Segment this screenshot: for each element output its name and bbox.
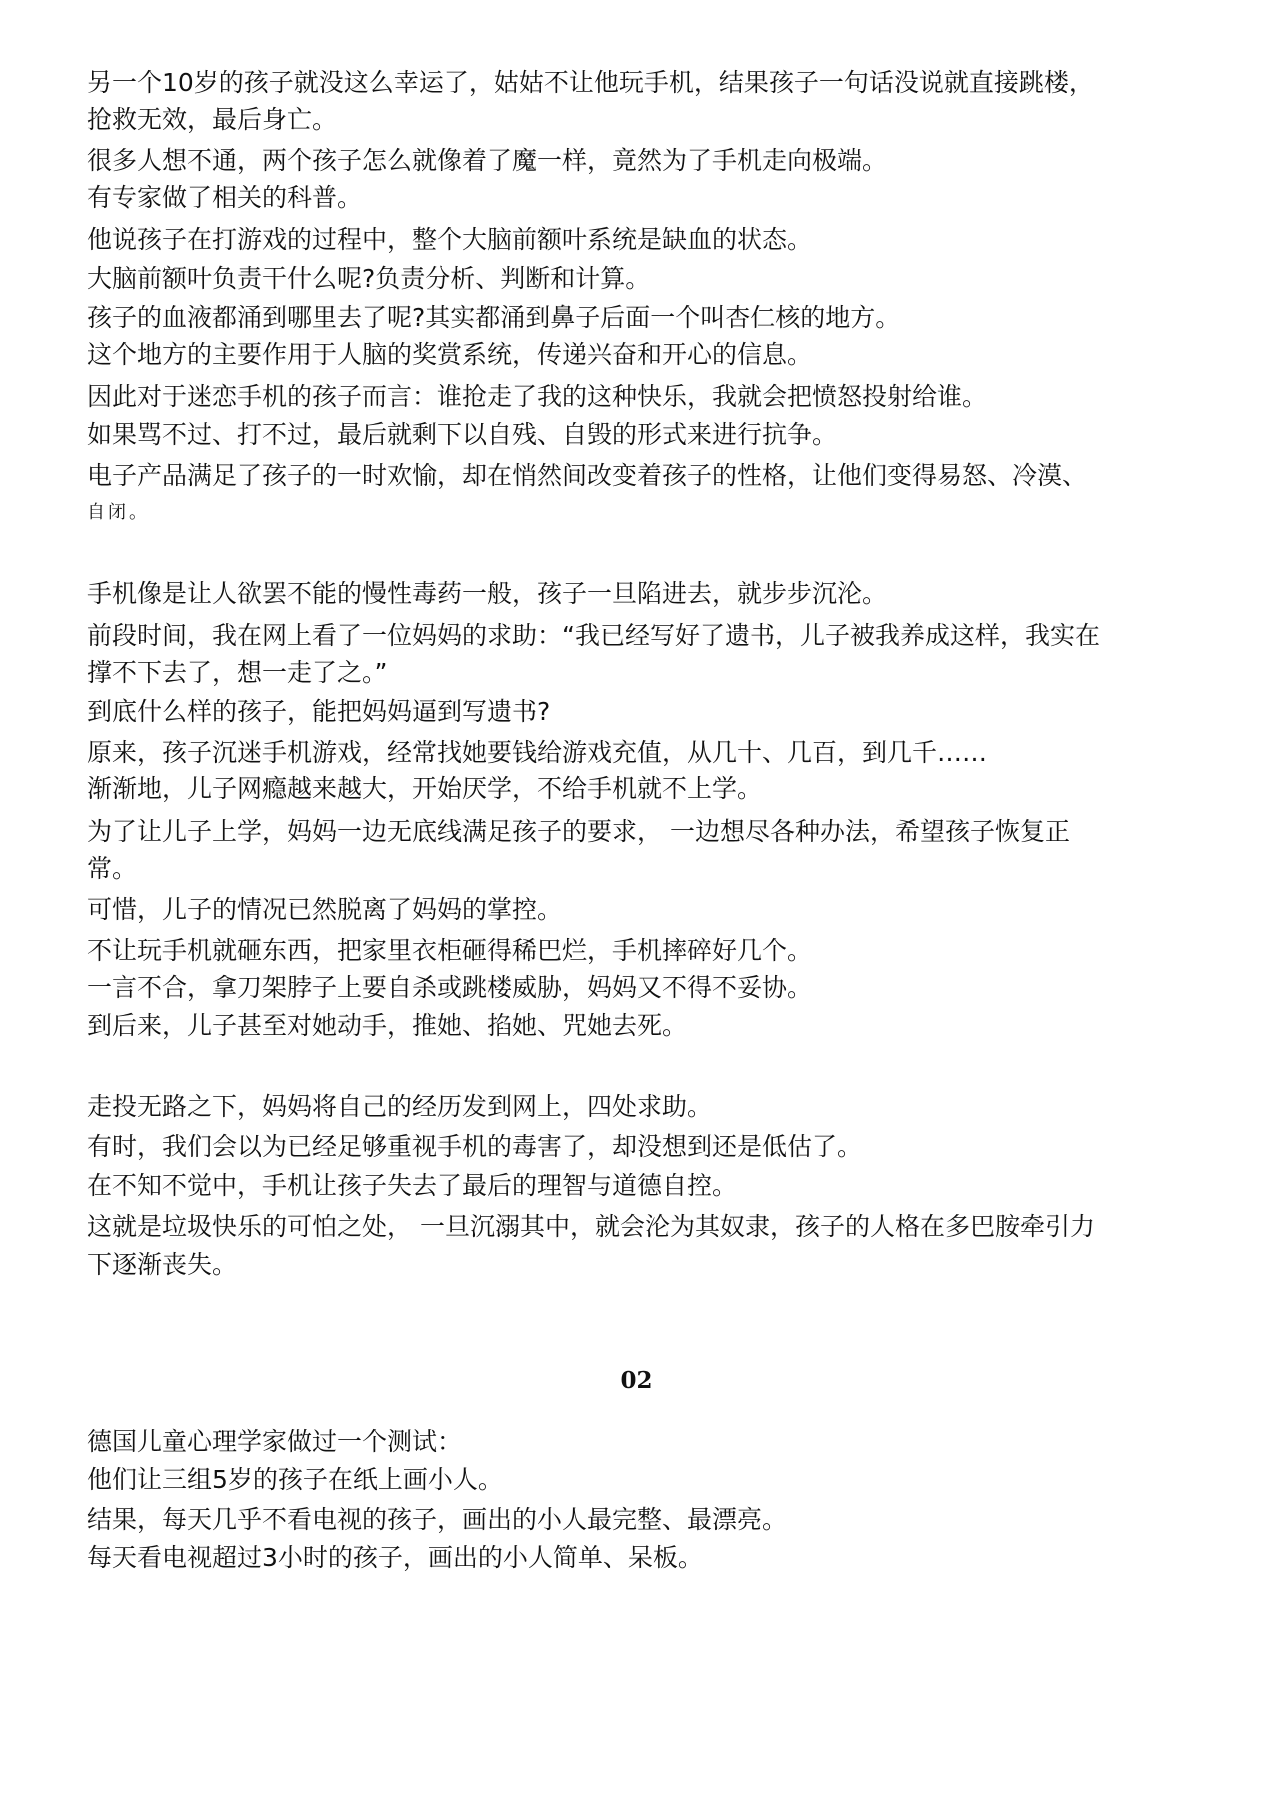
section-heading: 02 bbox=[620, 1367, 653, 1394]
paragraph-line: 大脑前额叶负责干什么呢?负责分析、判断和计算。 bbox=[87, 264, 651, 293]
paragraph-line: 这个地方的主要作用于人脑的奖赏系统，传递兴奋和开心的信息。 bbox=[87, 340, 813, 369]
paragraph-line: 如果骂不过、打不过，最后就剩下以自残、自毁的形式来进行抗争。 bbox=[87, 420, 838, 449]
paragraph-line: 孩子的血液都涌到哪里去了呢?其实都涌到鼻子后面一个叫杏仁核的地方。 bbox=[87, 303, 901, 332]
paragraph-line: 下逐渐丧失。 bbox=[87, 1250, 238, 1279]
paragraph-line: 不让玩手机就砸东西，把家里衣柜砸得稀巴烂，手机摔碎好几个。 bbox=[87, 936, 813, 965]
paragraph-line: 走投无路之下，妈妈将自己的经历发到网上，四处求助。 bbox=[87, 1092, 713, 1121]
paragraph-line: 有时，我们会以为已经足够重视手机的毒害了，却没想到还是低估了。 bbox=[87, 1132, 863, 1161]
paragraph-line: 手机像是让人欲罢不能的慢性毒药一般，孩子一旦陷进去，就步步沉沦。 bbox=[87, 579, 888, 608]
paragraph-line: 自闭。 bbox=[87, 502, 150, 523]
paragraph-line: 很多人想不通，两个孩子怎么就像着了魔一样，竟然为了手机走向极端。 bbox=[87, 146, 888, 175]
paragraph-line: 到后来，儿子甚至对她动手，推她、掐她、咒她去死。 bbox=[87, 1011, 688, 1040]
paragraph-line: 电子产品满足了孩子的一时欢愉，却在悄然间改变着孩子的性格，让他们变得易怒、冷漠、 bbox=[87, 461, 1088, 490]
paragraph-line: 可惜，儿子的情况已然脱离了妈妈的掌控。 bbox=[87, 895, 563, 924]
paragraph-line: 他说孩子在打游戏的过程中，整个大脑前额叶系统是缺血的状态。 bbox=[87, 225, 813, 254]
paragraph-line: 他们让三组5岁的孩子在纸上画小人。 bbox=[87, 1465, 503, 1494]
paragraph-line: 因此对于迷恋手机的孩子而言：谁抢走了我的这种快乐，我就会把愤怒投射给谁。 bbox=[87, 382, 988, 411]
paragraph-line: 在不知不觉中，手机让孩子失去了最后的理智与道德自控。 bbox=[87, 1171, 738, 1200]
paragraph-line: 一言不合，拿刀架脖子上要自杀或跳楼威胁，妈妈又不得不妥协。 bbox=[87, 973, 813, 1002]
paragraph-line: 撑不下去了，想一走了之。” bbox=[87, 658, 388, 687]
paragraph-line: 结果，每天几乎不看电视的孩子，画出的小人最完整、最漂亮。 bbox=[87, 1505, 788, 1534]
paragraph-line: 前段时间，我在网上看了一位妈妈的求助：“我已经写好了遗书，儿子被我养成这样，我实在 bbox=[87, 621, 1100, 650]
paragraph-line: 这就是垃圾快乐的可怕之处， 一旦沉溺其中，就会沦为其奴隶，孩子的人格在多巴胺牵引力 bbox=[87, 1212, 1095, 1241]
paragraph-line: 每天看电视超过3小时的孩子，画出的小人简单、呆板。 bbox=[87, 1543, 703, 1572]
paragraph-line: 有专家做了相关的科普。 bbox=[87, 183, 363, 212]
paragraph-line: 到底什么样的孩子，能把妈妈逼到写遗书? bbox=[87, 697, 551, 726]
paragraph-line: 德国儿童心理学家做过一个测试： bbox=[87, 1427, 463, 1456]
paragraph-line: 抢救无效，最后身亡。 bbox=[87, 105, 338, 134]
paragraph-line: 另一个10岁的孩子就没这么幸运了，姑姑不让他玩手机，结果孩子一句话没说就直接跳楼， bbox=[87, 68, 1094, 97]
paragraph-line: 常。 bbox=[87, 854, 138, 883]
paragraph-line: 原来，孩子沉迷手机游戏，经常找她要钱给游戏充值，从几十、几百，到几千…… bbox=[87, 738, 988, 767]
paragraph-line: 为了让儿子上学，妈妈一边无底线满足孩子的要求， 一边想尽各种办法，希望孩子恢复正 bbox=[87, 817, 1070, 846]
paragraph-line: 渐渐地，儿子网瘾越来越大，开始厌学，不给手机就不上学。 bbox=[87, 774, 763, 803]
